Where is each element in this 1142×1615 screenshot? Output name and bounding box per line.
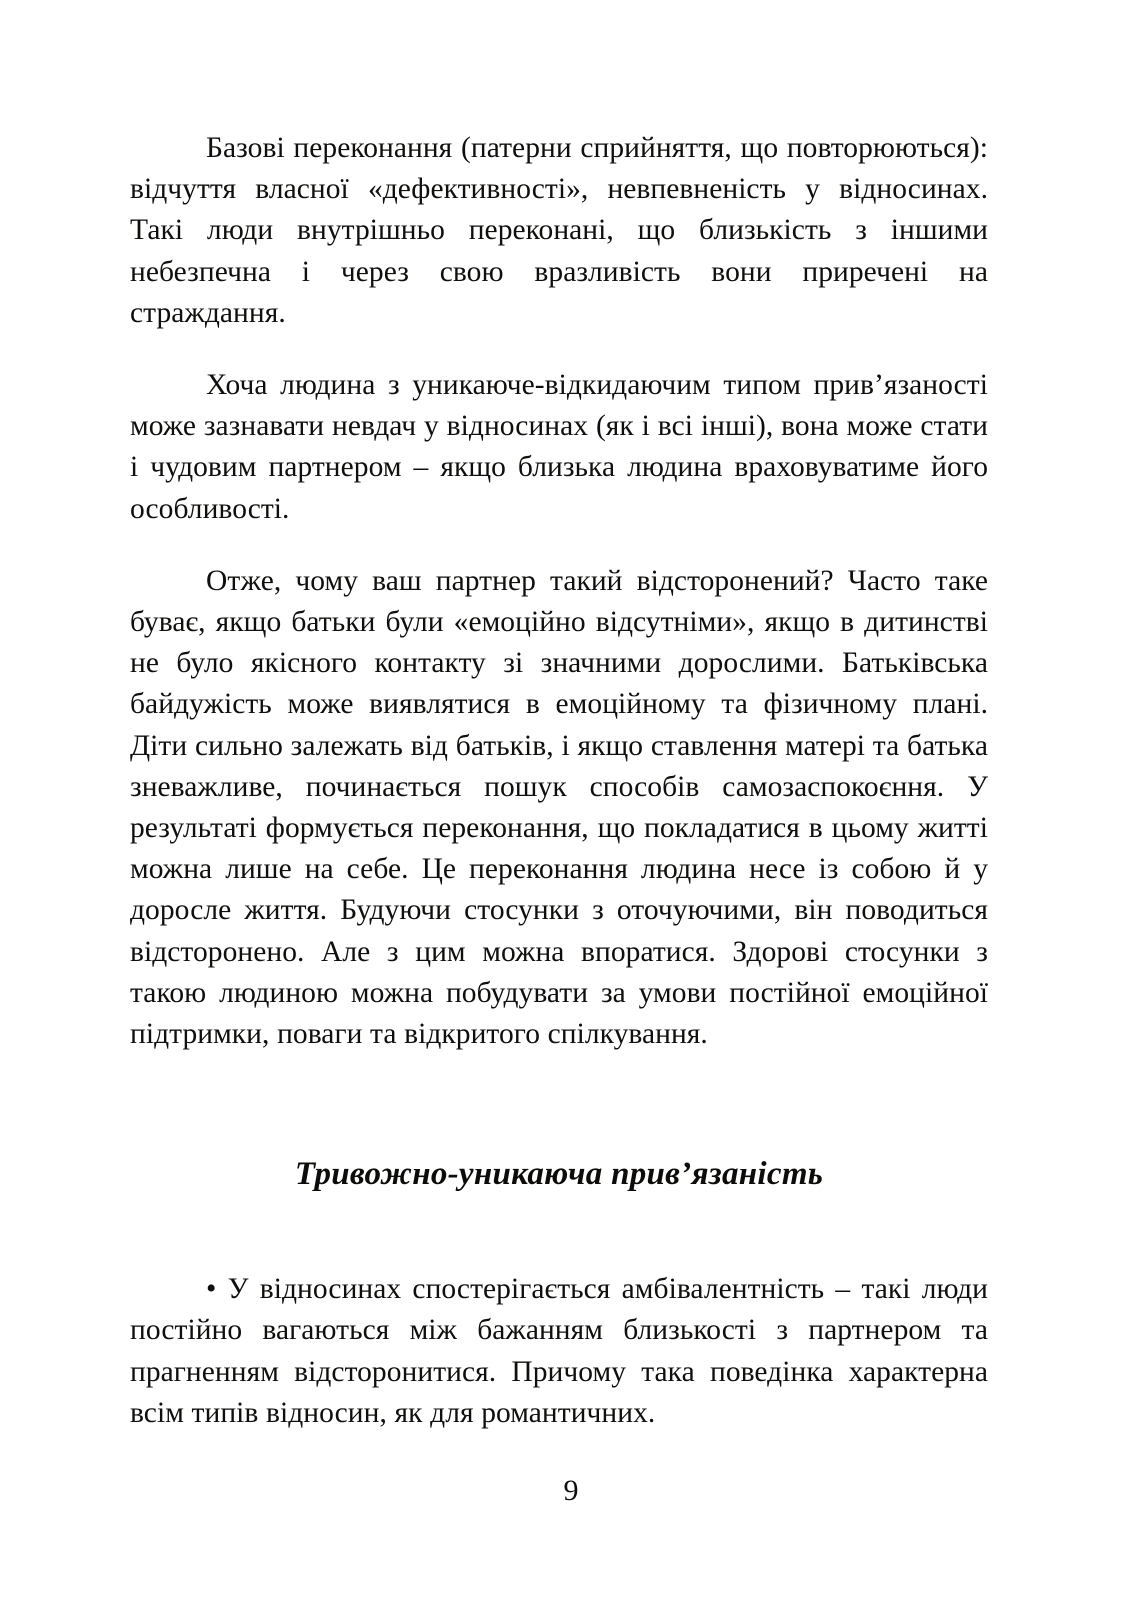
body-paragraph: Хоча людина з уникаюче-відкидаючим типом прив’язаності може зазнавати невдач у відносинах (як і всі інші), вона може стати і чудовим партнером – якщо близька людина враховуватиме його особливості. — [130, 369, 988, 525]
page-number: 9 — [563, 1474, 579, 1507]
body-paragraph: Отже, чому ваш партнер такий відсторонений? Часто таке буває, якщо батьки були «емоційно відсутніми», якщо в дитинстві не було якісного контакту зі значними дорослими. Батьківська байдужість може виявлятися в емоційному та фізичному плані. Діти сильно залежать від батьків, і якщо ставлення матері та батька зневажливе, починається пошук способів самозаспокоєння. У результаті формується переконання, що покладатися в цьому житті можна лише на себе. Це переконання людина несе із собою й у доросле життя. Будуючи стосунки з оточуючими, він поводиться відсторонено. Але з цим можна впоратися. Здорові стосунки з такою людиною можна побудувати за умови постійної емоційної підтримки, поваги та відкритого спілкування. — [130, 564, 988, 1051]
bullet-paragraph-container — [130, 1269, 988, 1434]
body-paragraph: Базові переконання (патерни сприйняття, що повторюються): відчуття власної «дефективності», невпевненість у відносинах. Такі люди внутрішньо переконані, що близькість з іншими небезпечна і через свою вразливість вони приречені на страждання. — [130, 132, 988, 329]
section-heading-container — [130, 1153, 988, 1195]
section-heading: Тривожно-уникаюча прив’язаність — [294, 1156, 824, 1193]
bullet-paragraph: • У відносинах спостерігається амбівалентність – такі люди постійно вагаються між бажанням близькості з партнером та прагненням відсторонитися. Причому така поведінка характерна всім типів відносин, як для романтичних. — [130, 1273, 988, 1429]
page-text-block — [130, 128, 988, 1434]
